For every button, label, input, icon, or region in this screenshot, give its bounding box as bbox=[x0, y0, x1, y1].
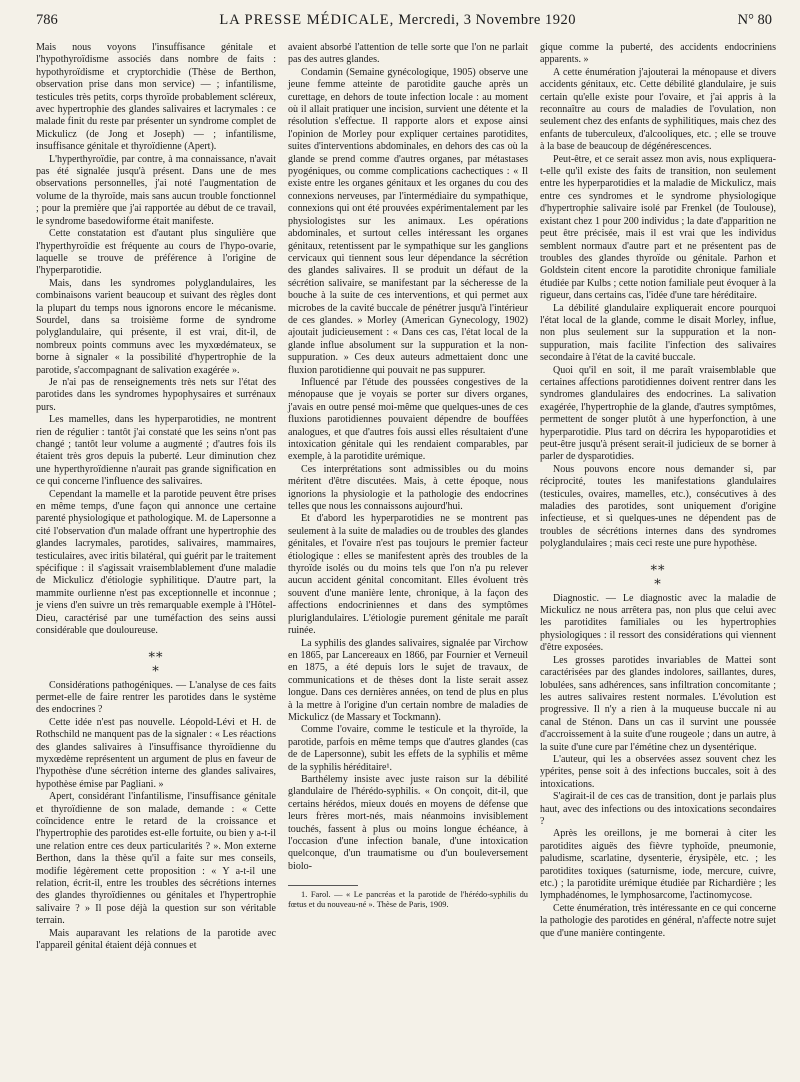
paragraph: Apert, considérant l'infantilisme, l'insuffisance génitale et thyroïdienne de son malade, demande : « Cette coïncidence entre le retard de la croissance et l'hypertrophie des parotides est-elle fortuite, ou bien y a-t-il une relation entre ces deux particularités ? ». Mon externe Berthon, dans la thèse qu'il a faite sur mes conseils, modifie légèrement cette proposition : « Y a-t-il une relation, écrit-il, entre les troubles des sécrétions internes des glandes thyroïdiennes ou génitales et l'hypertrophie salivaire ? » Il pose déjà la question sur son véritable terrain. bbox=[36, 791, 276, 927]
paragraph: Après les oreillons, je me bornerai à citer les parotidites aiguës des fièvre typhoïde, pneumonie, paludisme, scarlatine, dysenterie, érysipèle, etc. ; les parotidites toxiques (saturnisme, iode, mercure, cuivre, etc.) ; la parotidite urémique étudiée par Richardière ; les lymphadénomes, le lymphosarcome, l'actinomycose. bbox=[540, 828, 776, 902]
paragraph: L'auteur, qui les a observées assez souvent chez les ypérites, pense soit à des infections buccales, soit à des intoxications. bbox=[540, 753, 776, 790]
paragraph: Je n'ai pas de renseignements très nets sur l'état des parotides dans les syndromes hypophysaires et surrénaux purs. bbox=[36, 376, 276, 413]
paragraph: Mais auparavant les relations de la parotide avec l'appareil génital étaient déjà connues et bbox=[36, 927, 276, 952]
paragraph: Cette idée n'est pas nouvelle. Léopold-Lévi et H. de Rothschild ne manquent pas de la signaler : « Les réactions des glandes salivaires à l'insuffisance thyroïdienne du myxœdème représentent un argument de plus en faveur de l'hypothèse d'une sécrétion interne des glandes salivaires, hypothèse émise par Pagliani. » bbox=[36, 716, 276, 790]
paragraph: Peut-être, et ce serait assez mon avis, nous expliquera-t-elle qu'il existe des faits de transition, non seulement entre les hyperparotidies et la maladie de Mickulicz, mais entre ces syndromes et le syndrome physiologique d'hypertrophie salivaire isolé par Frenkel (de Toulouse), existant chez 1 pour 200 individus ; la date d'apparition ne peut être précisée, mais il est vrai que les individus semblent normaux d'autre part et ne présentent pas de troubles des glandes thyroïde ou génitale. Parhon et Goldstein citent encore la parotidite chronique familiale étudiée par Kulbs ; cette notion familiale peut évoquer à la rigueur, dans certains cas, l'idée d'une tare héréditaire. bbox=[540, 153, 776, 302]
paragraph: Cependant la mamelle et la parotide peuvent être prises en même temps, d'une façon qui annonce une certaine parenté physiologique et pathologique. M. de Lapersonne a cité l'observation d'un malade offrant une hypertrophie des glandes lacrymales, parotides, salivaires, mammaires, testiculaires, avec iritis bilatéral, qui guérit par le traitement spécifique : il s'agissait vraisemblablement d'une maladie de Mickulicz d'étiologie syphilitique. D'autre part, la mammite ourlienne n'est pas exceptionnelle et inconnue ; je viens d'en suivre un très remarquable exemple à l'Hôtel-Dieu, caractérisé par une tuméfaction des seins aussi considérable que douloureuse. bbox=[36, 488, 276, 637]
section-heading-paragraph: Diagnostic. — Le diagnostic avec la maladie de Mickulicz ne nous arrêtera pas, non plus que celui avec les parotidites familiales ou les hypertrophies physiologiques : il ressort des considérations qui viennent d'être exposées. bbox=[540, 592, 776, 654]
paragraph: avaient absorbé l'attention de telle sorte que l'on ne parlait pas des autres glandes. bbox=[288, 42, 528, 66]
paragraph: La syphilis des glandes salivaires, signalée par Virchow en 1865, par Lancereaux en 1866, par Fournier et Verneuil en 1875, a été depuis lors le sujet de travaux, de communications et de thèses dont la liste serait assez longue. Dans ces dernières années, on tend de plus en plus à la mettre à l'origine d'un certain nombre de maladies de Mickulicz (de Massary et Tockmann). bbox=[288, 637, 528, 723]
paragraph: Nous pouvons encore nous demander si, par réciprocité, toutes les manifestations glandulaires (testicules, ovaires, mamelles, etc.), consécutives à des maladies des parotides, sont uniquement d'origine infectieuse, et si quelques-unes ne dépendent pas de troubles de sécrétions internes dans des syndromes polyglandulaires ; mais ceci reste une pure hypothèse. bbox=[540, 463, 776, 550]
paragraph: Cette énumération, très intéressante en ce qui concerne la pathologie des parotides en général, n'affecte notre sujet que d'une manière contingente. bbox=[540, 902, 776, 939]
column-left bbox=[36, 42, 276, 952]
paragraph: S'agirait-il de ces cas de transition, dont je parlais plus haut, avec des infections ou des intoxications secondaires ? bbox=[540, 791, 776, 827]
footnote: 1. Farol. — « Le pancréas et la parotide de l'hérédo-syphilis du fœtus et du nouveau-né ». Thèse de Paris, 1909. bbox=[288, 890, 528, 910]
column-middle bbox=[288, 42, 528, 910]
paragraph: Les grosses parotides invariables de Mattei sont caractérisées par des glandes indolores, saillantes, dures, lobulées, sans adhérences, sans infiltration concomitante ; les autres salivaires restent normales. L'évolution est progressive. Il n'y a rien à la muqueuse buccale ni au canal de Sténon. Dans un cas il survint une poussée d'accroissement à la suite d'une rougeole ; dans un autre, à la suite d'une cure par l'émétine chez un dysentérique. bbox=[540, 654, 776, 753]
section-divider-asterism: ⁎⁎ ⁎ bbox=[148, 644, 164, 674]
paragraph: Influencé par l'étude des poussées congestives de la ménopause que je voyais se porter sur divers organes, j'avais en outre pensé moi-même que quelques-unes de ces fluxions parotidiennes pouvaient dépendre de bouffées analogues, et que d'autres fois aussi elles résultaient d'une intoxication génitale qui les rendaient comparables, par exemple, à la parotidite urémique. bbox=[288, 376, 528, 463]
paragraph: Mais nous voyons l'insuffisance génitale et l'hypothyroïdisme associés dans nombre de faits : hypothyroïdisme et cryptorchidie (Thèse de Berthon, observation prise dans mon service) — ; infantilisme, testicules très petits, corps thyroïde probablement scléreux, avec hypertrophie des glandes salivaires et lacrymales : ce malade finit du reste par présenter un syndrome complet de Mickulicz (de Jong et Joseph) — ; infantilisme, insuffisance génitale et thyroïdienne (Apert). bbox=[36, 42, 276, 153]
paragraph: Et d'abord les hyperparotidies ne se montrent pas seulement à la suite de maladies ou de troubles des glandes génitales, et l'ovaire n'est pas toujours le premier facteur étiologique : elles se manifestent après des troubles de la thyroïde isolés ou du moins tels que l'on n'a pu relever aucun accident génital concomitant. Elles évoluent très souvent d'une manière lente, chronique, à la façon des affections endocriniennes et dans des symptômes pluriglandulaires. L'étiologie purement génitale me paraît ruinée. bbox=[288, 513, 528, 637]
paragraph: A cette énumération j'ajouterai la ménopause et divers accidents génitaux, etc. Cette débilité glandulaire, je suis certain qu'elle existe pour l'ovaire, et j'ai appris à la reconnaître au cours de maladies de l'ovulation, non seulement chez des enfants de syphilitiques, mais chez des enfants de tuberculeux, d'alcooliques, etc. ; elle se trouve à la base de beaucoup de dégénérescences. bbox=[540, 66, 776, 153]
masthead bbox=[58, 12, 738, 29]
section-divider-asterism: ⁎⁎ ⁎ bbox=[650, 557, 666, 587]
paragraph: Condamin (Semaine gynécologique, 1905) observe une jeune femme atteinte de parotidite gauche après un curettage, en dehors de toute infection locale : au moment où il allait pratiquer une incision, survient une détente et la résolution s'effectue. Il rapporte alors et expose ainsi l'opinion de Morley pour expliquer certaines parotidites, suites d'interventions abdominales, en dehors des cas où la glande se prend comme d'autres organes, par métastases pyogéniques, ou comme complications cachectiques : « Il existe entre les organes génitaux et les organes du cou des connexions nerveuses, par l'intermédiaire du sympathique, connexions qui ont été prouvées expérimentalement par les physiologistes sur les animaux. Les opérations abdominales, et surtout celles intéressant les organes génitaux, retentissent par le sympathique sur les ganglions cervicaux qui tiennent sous leur dépendance la sécrétion des glandes salivaires. Il se produit un défaut de la sécrétion salivaire, se manifestant par la sécheresse de la bouche à la suite de ces interventions, et qui permet aux microbes de la cavité buccale de pénétrer jusqu'à l'intérieur de ces glandes. » Morley (American Gynecology, 1902) ajoutait judicieusement : « Dans ces cas, l'état local de la glande influe absolument sur la suppuration et la non-suppuration. » Ces deux auteurs admettaient donc une fluxion parotidienne qui pouvait ne pas suppurer. bbox=[288, 66, 528, 376]
journal-title: LA PRESSE MÉDICALE, bbox=[219, 12, 395, 28]
page-header bbox=[36, 12, 772, 32]
paragraph: gique comme la puberté, des accidents endocriniens apparents. » bbox=[540, 42, 776, 66]
paragraph: Comme l'ovaire, comme le testicule et la thyroïde, la parotide, parfois en même temps que d'autres glandes (cas de de Lapersonne), subit les effets de la syphilis et même de la syphilis héréditaire¹. bbox=[288, 724, 528, 773]
paragraph: Mais, dans les syndromes polyglandulaires, les combinaisons varient beaucoup et suivant des règles dont la plupart du temps nous ignorons encore le mécanisme. Sourdel, dans sa troisième forme de syndrome polyglandulaire, qui présente, il est vrai, dit-il, de nombreux points communs avec les myxœdémateux, se borne à signaler « la possibilité d'hypertrophie de la parotide, s'accompagnant de salivation exagérée ». bbox=[36, 277, 276, 376]
page-number: 786 bbox=[36, 12, 58, 28]
section-heading-paragraph: Considérations pathogéniques. — L'analyse de ces faits permet-elle de faire rentrer les parotides dans le système des endocrines ? bbox=[36, 679, 276, 716]
paragraph: La débilité glandulaire expliquerait encore pourquoi l'état local de la glande, comme le disait Morley, influe, non plus seulement sur la suppuration et la non-suppuration, mais facilite l'infection des salivaires secondaire à l'état de la cavité buccale. bbox=[540, 302, 776, 364]
issue-date: Mercredi, 3 Novembre 1920 bbox=[398, 12, 576, 28]
footnote-rule bbox=[288, 885, 358, 886]
paragraph: Cette constatation est d'autant plus singulière que l'hyperthyroïdie est fréquente au cours de l'hypo-ovarie, laquelle se trouve de préférence à l'origine de l'hyperparotidie. bbox=[36, 228, 276, 277]
paragraph: Les mamelles, dans les hyperparotidies, ne montrent rien de régulier : tantôt j'ai constaté que les seins n'ont pas changé ; tantôt leur volume a augmenté ; d'autres fois ils étaient très gros depuis la puberté. Leur diminution chez une hyperthyroïdienne n'aurait pas grande signification en ce qui concerne l'influence des salivaires. bbox=[36, 414, 276, 488]
column-right bbox=[540, 42, 776, 940]
paragraph: Quoi qu'il en soit, il me paraît vraisemblable que certaines affections parotidiennes doivent rentrer dans les syndromes glandulaires des endocrines. La salivation exagérée, l'hypertrophie de la glande, d'autres symptômes, permettent de songer plutôt à une hyperfonction, à une hyperparotidie. Plus tard on décrira les hypoparotidies et peut-être jusqu'à présent serait-il judicieux de se borner à parler de dysparotidies. bbox=[540, 364, 776, 463]
issue-number: N° 80 bbox=[737, 12, 772, 28]
paragraph: Ces interprétations sont admissibles ou du moins méritent d'être discutées. Mais, à cette époque, nous ignorions la physiologie et la pathologie des endocrines telles que nous les connaissons aujourd'hui. bbox=[288, 463, 528, 513]
paragraph: Barthélemy insiste avec juste raison sur la débilité glandulaire de l'hérédo-syphilis. « On conçoit, dit-il, que certains hérédos, mieux doués en moyens de défense que leurs frères mort-nés, mais néanmoins invisiblement touchés, fassent à plus ou moins longue échéance, à l'occasion d'une infection banale, d'une intoxication quelconque, d'un traumatisme ou d'un bouleversement biolo- bbox=[288, 773, 528, 872]
paragraph: L'hyperthyroïdie, par contre, à ma connaissance, n'avait pas été signalée jusqu'à présent. Dans une de mes observations personnelles, j'ai noté l'augmentation de volume de la thyroïde, mais sans aucun trouble fonctionnel ; pour la première que j'ai rapportée au début de ce travail, le syndrome basedowiforme était manifeste. bbox=[36, 153, 276, 227]
